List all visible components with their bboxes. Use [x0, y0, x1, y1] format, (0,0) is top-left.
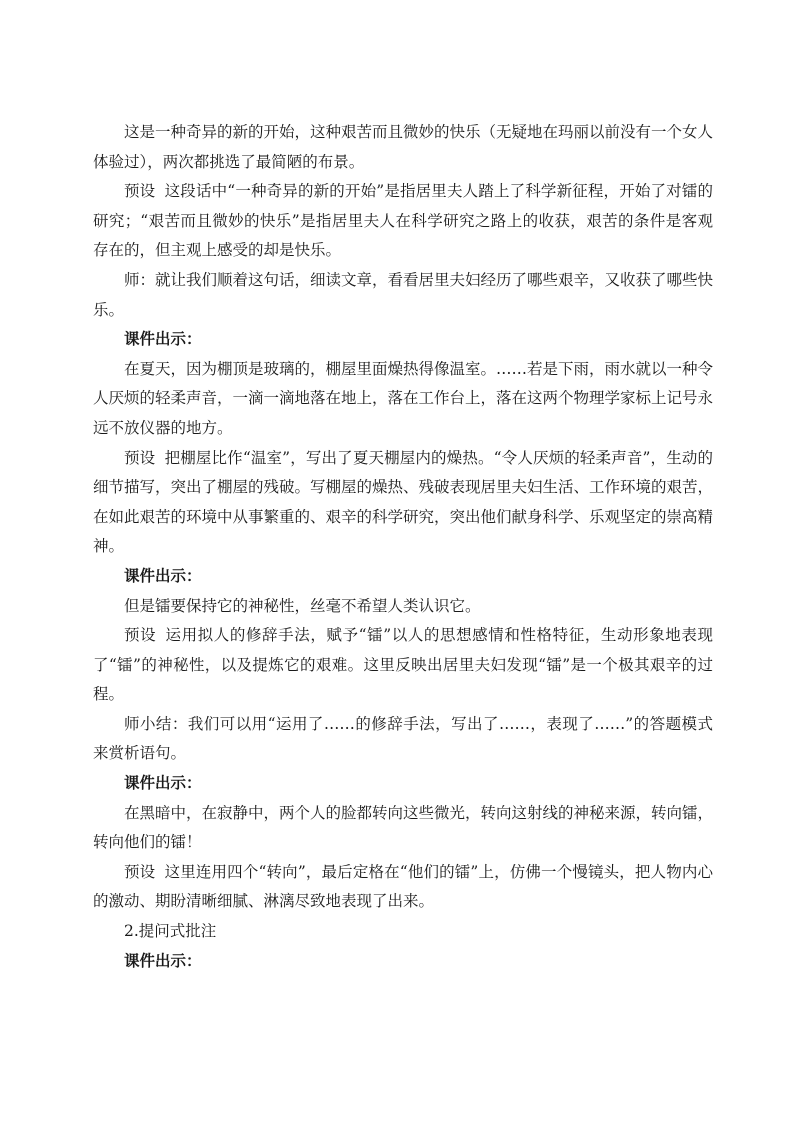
- preset-label: 预设: [124, 862, 156, 881]
- body-paragraph: 在黑暗中，在寂静中，两个人的脸都转向这些微光，转向这射线的神秘来源，转向镭，转向他们的镭！: [93, 803, 714, 852]
- preset-text: 这段话中“一种奇异的新的开始”是指居里夫人踏上了科学新征程，开始了对镭的研究；“艰苦而且微妙的快乐”是指居里夫人在科学研究之路上的收获，艰苦的条件是客观存在的，但主观上感受的却是快乐。: [93, 182, 713, 260]
- preset-text: 运用拟人的修辞手法，赋予“镭”以人的思想感情和性格特征，生动形象地表现了“镭”的神秘性，以及提炼它的艰难。这里反映出居里夫妇发现“镭”是一个极其艰辛的过程。: [93, 626, 713, 704]
- preset-text: 把棚屋比作“温室”，写出了夏天棚屋内的燥热。“令人厌烦的轻柔声音”，生动的细节描写，突出了棚屋的残破。写棚屋的燥热、残破表现居里夫妇生活、工作环境的艰苦，在如此艰苦的环境中从事繁重的、艰辛的科学研究，突出他们献身科学、乐观坚定的崇高精神。: [93, 448, 714, 556]
- body-paragraph: 但是镭要保持它的神秘性，丝毫不希望人类认识它。: [124, 596, 481, 615]
- body-paragraph: 师小结：我们可以用“运用了……的修辞手法，写出了……，表现了……”的答题模式来赏析语句。: [93, 714, 713, 763]
- preset-label: 预设: [124, 448, 156, 467]
- preset-label: 预设: [124, 626, 157, 645]
- body-paragraph: 2.提问式批注: [124, 922, 217, 941]
- preset-label: 预设: [124, 182, 156, 201]
- preset-paragraph: [93, 177, 713, 266]
- document-body: [93, 118, 713, 976]
- preset-text: 这里连用四个“转向”，最后定格在“他们的镭”上，仿佛一个慢镜头，把人物内心的激动、期盼清晰细腻、淋漓尽致地表现了出来。: [93, 862, 713, 911]
- preset-paragraph: [93, 444, 713, 562]
- courseware-heading: 课件出示：: [124, 951, 202, 970]
- preset-paragraph: [93, 858, 713, 917]
- preset-paragraph: [93, 621, 713, 710]
- courseware-heading: 课件出示：: [124, 774, 202, 793]
- body-paragraph: 在夏天，因为棚顶是玻璃的，棚屋里面燥热得像温室。……若是下雨，雨水就以一种令人厌烦的轻柔声音，一滴一滴地落在地上，落在工作台上，落在这两个物理学家标上记号永远不放仪器的地方。: [93, 359, 714, 437]
- body-paragraph: 这是一种奇异的新的开始，这种艰苦而且微妙的快乐（无疑地在玛丽以前没有一个女人体验过），两次都挑选了最简陋的布景。: [93, 123, 714, 171]
- courseware-heading: 课件出示：: [124, 330, 202, 349]
- courseware-heading: 课件出示：: [124, 566, 202, 585]
- body-paragraph: 师：就让我们顺着这句话，细读文章，看看居里夫妇经历了哪些艰辛，又收获了哪些快乐。: [93, 270, 714, 319]
